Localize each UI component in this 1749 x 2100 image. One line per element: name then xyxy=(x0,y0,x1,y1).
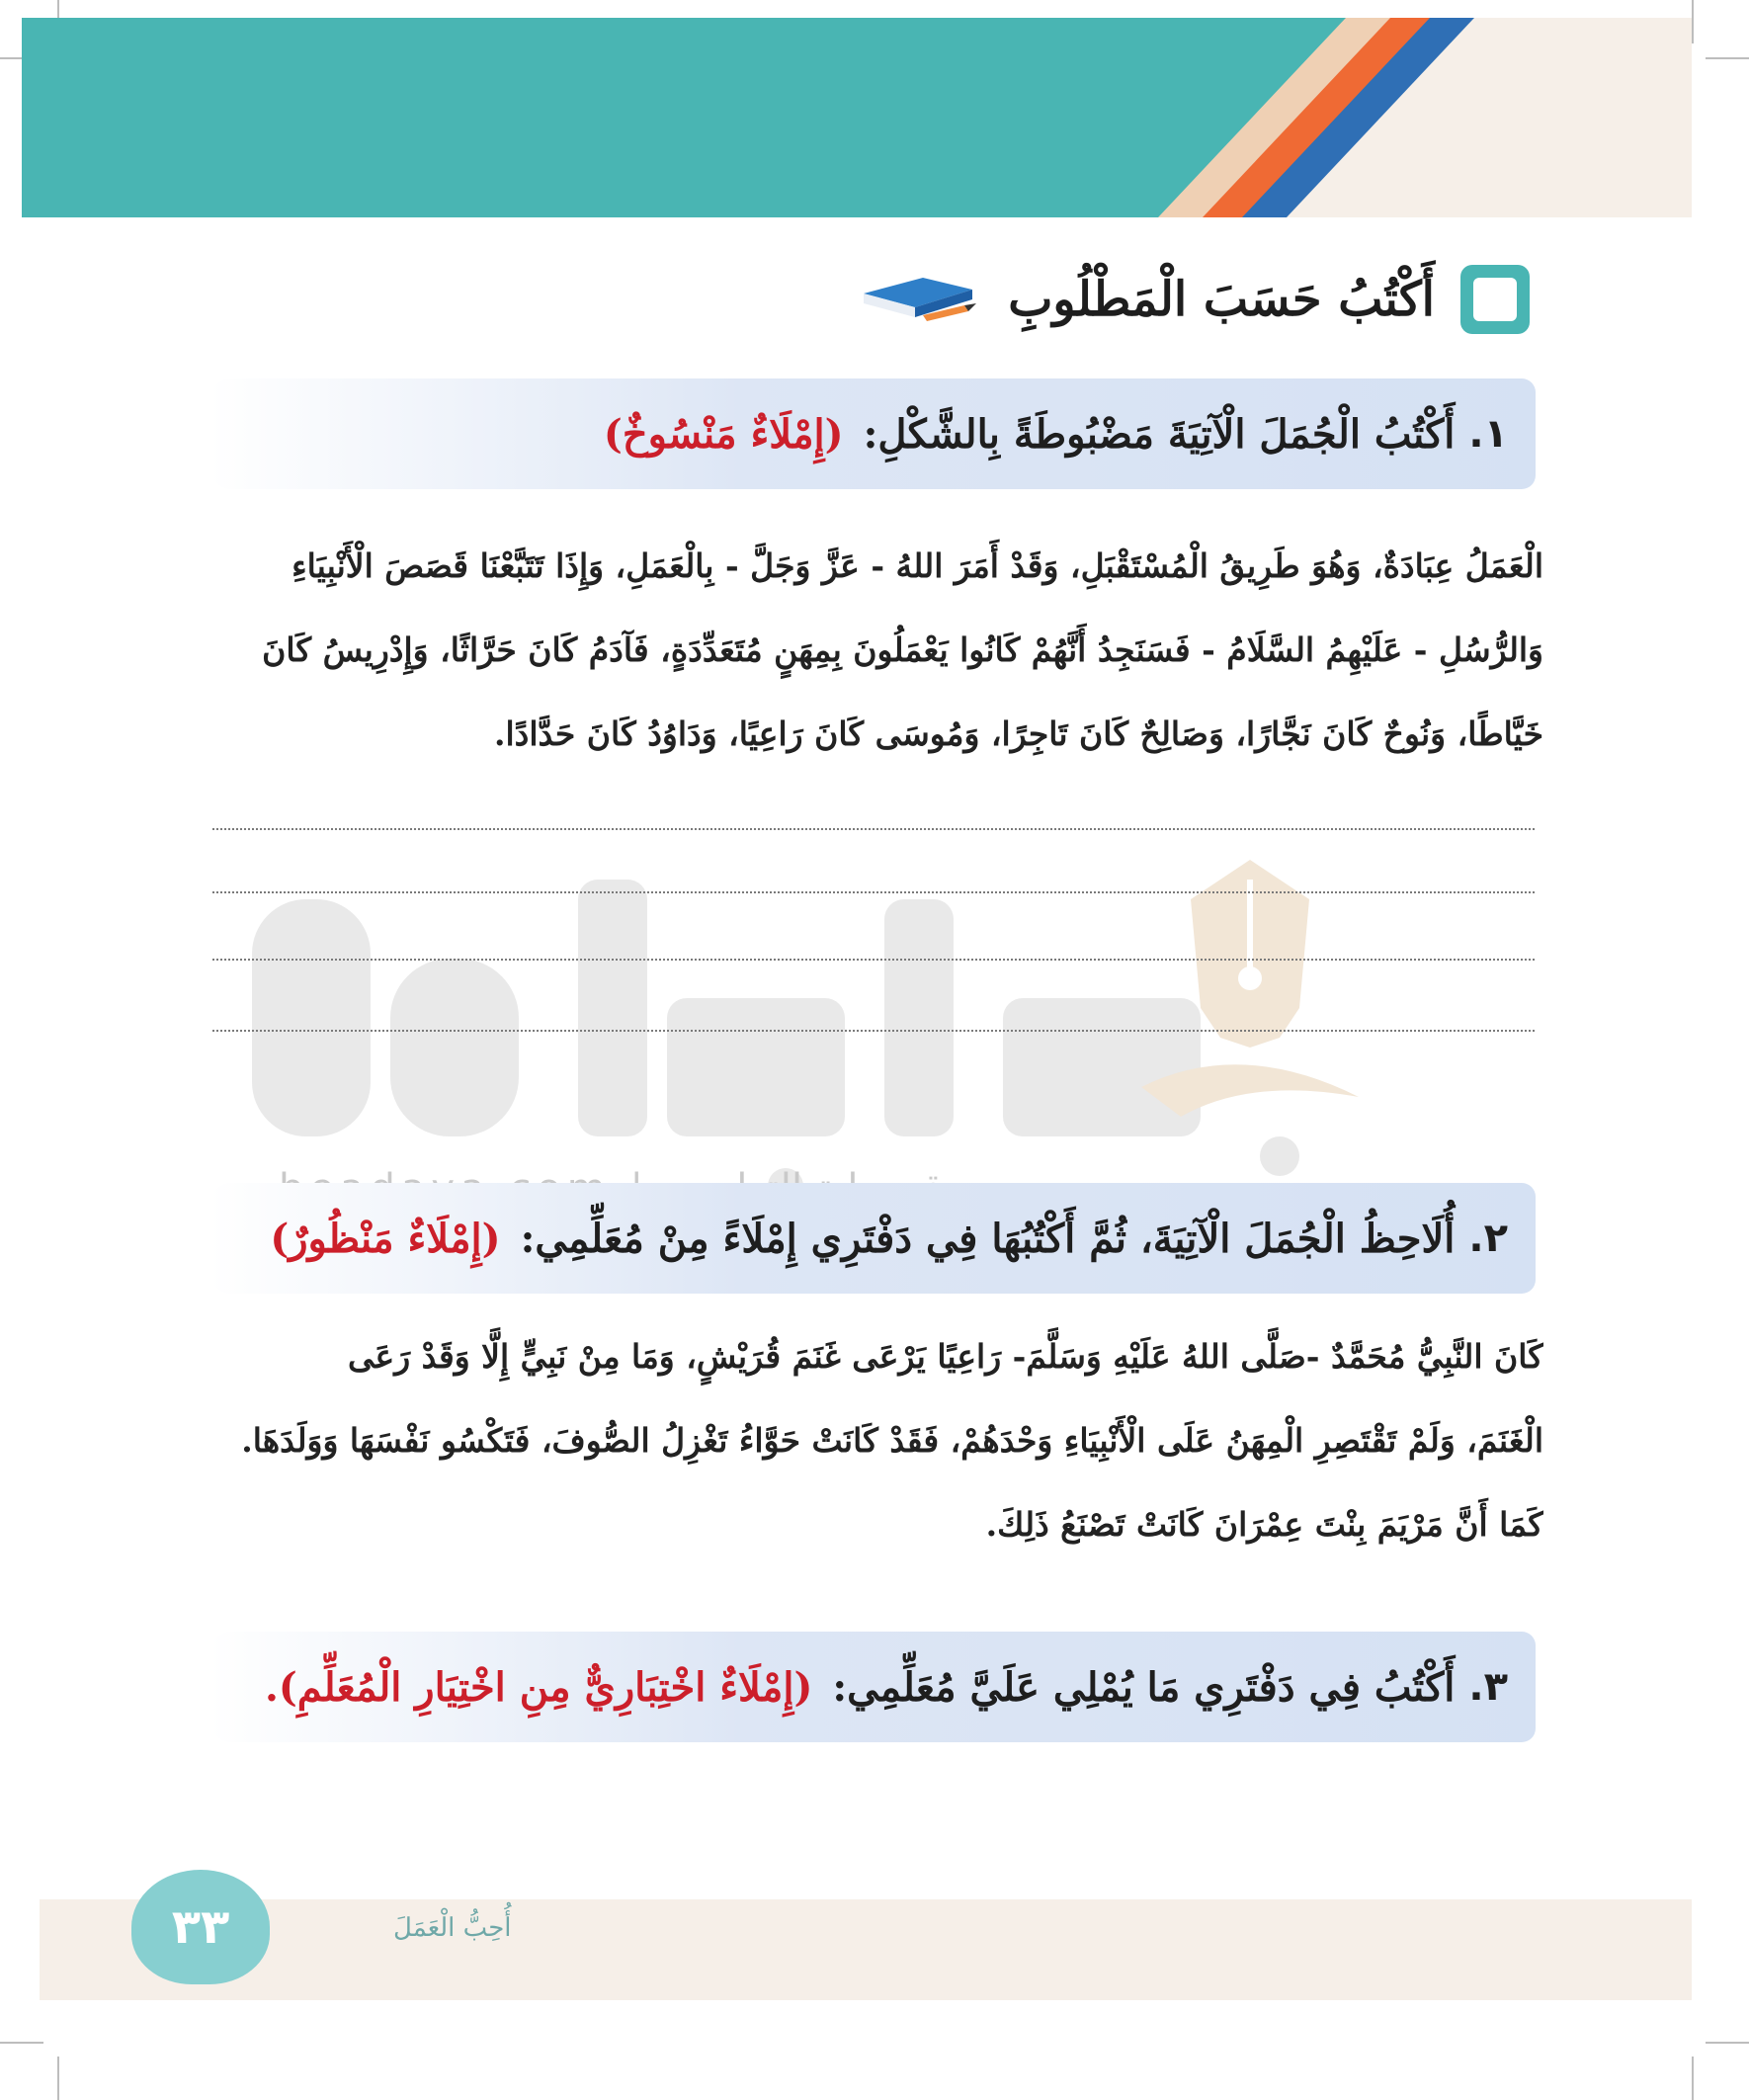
writing-line xyxy=(212,959,1535,961)
paragraph-line: كَمَا أَنَّ مَرْيَمَ بِنْتَ عِمْرَانَ كَانَتْ تَصْنَعُ ذَلِكَ. xyxy=(985,1505,1543,1544)
question-number: ٢. xyxy=(1468,1216,1508,1261)
book-pencil-icon xyxy=(854,272,982,327)
paragraph-line: الْغَنَمَ، وَلَمْ تَقْتَصِرِ الْمِهَنُ عَلَى الْأَنْبِيَاءِ وَحْدَهُمْ، فَقَدْ كَانَتْ حَوَّاءُ تَغْزِلُ الصُّوفَ، فَتَكْسُو نَفْسَهَا وَوَلَدَهَا. xyxy=(241,1421,1543,1460)
paragraph-line: وَالرُّسُلِ - عَلَيْهِمُ السَّلَامُ - فَسَنَجِدُ أَنَّهُمْ كَانُوا يَعْمَلُونَ بِمِهَنٍ مُتَعَدِّدَةٍ، فَآدَمُ كَانَ حَرَّاثًا، وَإِدْرِيسُ كَانَ xyxy=(262,630,1543,669)
header-banner xyxy=(22,18,1692,217)
question-number: ٣. xyxy=(1468,1664,1508,1710)
header-stripes xyxy=(22,18,1692,217)
crop-mark xyxy=(1706,57,1749,59)
question-2-bar xyxy=(209,1183,1536,1294)
question-tag: (إِمْلَاءٌ مَنْظُورٌ) xyxy=(270,1215,501,1262)
watermark-logo xyxy=(252,860,1497,1216)
section-title: أَكْتُبُ حَسَبَ الْمَطْلُوبِ xyxy=(1008,272,1435,327)
question-3-bar xyxy=(209,1632,1536,1742)
question-tag: (إِمْلَاءٌ اخْتِبَارِيٌّ مِنِ اخْتِيَارِ الْمُعَلِّمِ). xyxy=(264,1663,813,1711)
paragraph-1 xyxy=(209,524,1543,776)
crop-mark xyxy=(1692,0,1694,43)
crop-mark xyxy=(0,2042,43,2044)
paragraph-line: خَيَّاطًا، وَنُوحٌ كَانَ نَجَّارًا، وَصَالِحٌ كَانَ تَاجِرًا، وَمُوسَى كَانَ رَاعِيًا، وَدَاوُدُ كَانَ حَدَّادًا. xyxy=(494,714,1543,753)
section-heading xyxy=(854,255,1530,344)
writing-line xyxy=(212,1030,1535,1032)
paragraph-2 xyxy=(209,1314,1543,1566)
writing-line xyxy=(212,891,1535,893)
page-number: ٣٣ xyxy=(131,1870,270,1984)
paragraph-line: كَانَ النَّبِيُّ مُحَمَّدٌ -صَلَّى اللهُ عَلَيْهِ وَسَلَّمَ- رَاعِيًا يَرْعَى غَنَمَ قُرَيْشٍ، وَمَا مِنْ نَبِيٍّ إِلَّا وَقَدْ رَعَى xyxy=(348,1337,1543,1376)
question-text: أُلَاحِظُ الْجُمَلَ الْآتِيَةَ، ثُمَّ أَكْتُبُهَا فِي دَفْتَرِي إِمْلَاءً مِنْ مُعَلِّمِي: xyxy=(520,1215,1456,1262)
crop-mark xyxy=(57,2057,59,2100)
footer-band xyxy=(40,1899,1692,2000)
question-text: أَكْتُبُ الْجُمَلَ الْآتِيَةَ مَضْبُوطَةً بِالشَّكْلِ: xyxy=(863,410,1456,458)
paragraph-line: الْعَمَلُ عِبَادَةٌ، وَهُوَ طَرِيقُ الْمُسْتَقْبَلِ، وَقَدْ أَمَرَ اللهُ - عَزَّ وَجَلَّ - بِالْعَمَلِ، وَإِذَا تَتَبَّعْنَا قَصَصَ الْأَنْبِيَاءِ xyxy=(292,546,1543,585)
book-title: أُحِبُّ الْعَمَلَ xyxy=(393,1913,512,1943)
question-text: أَكْتُبُ فِي دَفْتَرِي مَا يُمْلِي عَلَيَّ مُعَلِّمِي: xyxy=(832,1663,1456,1711)
writing-line xyxy=(212,828,1535,830)
crop-mark xyxy=(1692,2057,1694,2100)
question-tag: (إِمْلَاءٌ مَنْسُوخٌ) xyxy=(603,410,844,458)
question-number: ١. xyxy=(1468,411,1508,457)
heading-square-icon xyxy=(1460,265,1530,334)
crop-mark xyxy=(1706,2042,1749,2044)
question-1-bar xyxy=(209,378,1536,489)
